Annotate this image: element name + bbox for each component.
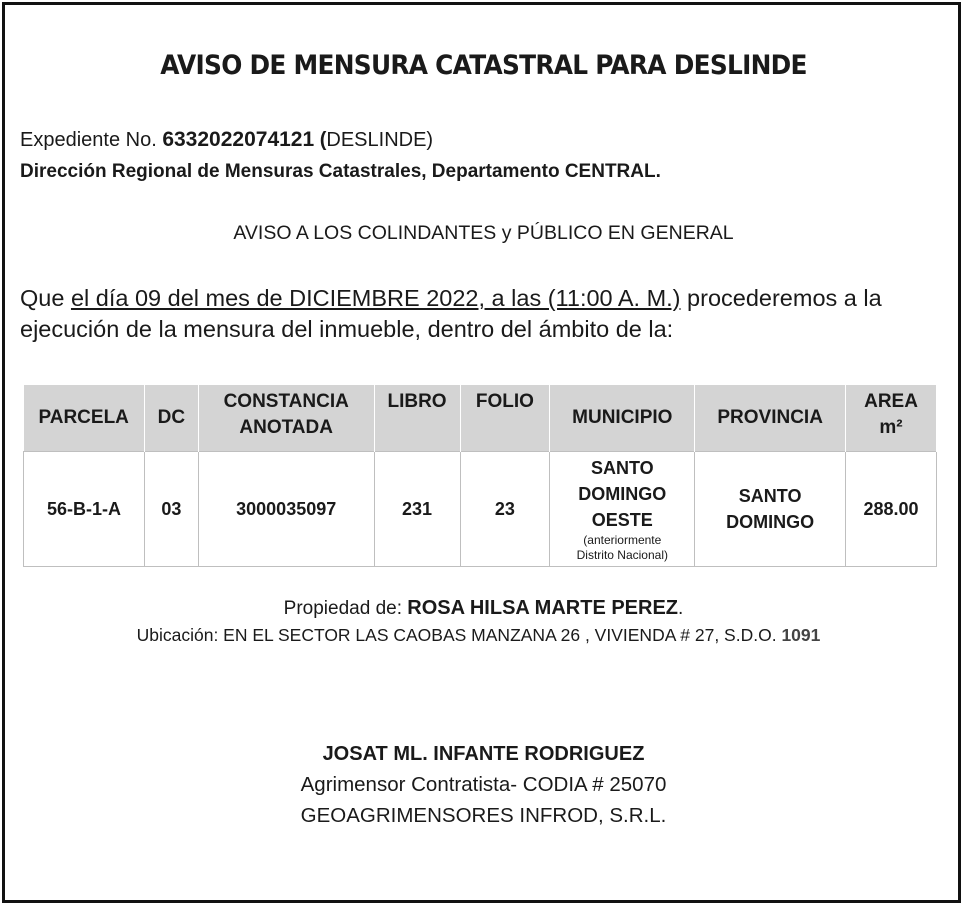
expediente-label: Expediente No. [20,129,163,151]
cell-constancia: 3000035097 [198,452,374,567]
expediente-paren: ( [314,129,327,151]
cell-municipio: SANTO DOMINGO OESTE (anteriormente Distrito Nacional) [550,452,695,567]
ubicacion-text: Ubicación: EN EL SECTOR LAS CAOBAS MANZANA 26 , VIVIENDA # 27, S.D.O. [136,625,782,645]
table-row [24,452,937,567]
owner-name: ROSA HILSA MARTE PEREZ [407,597,679,619]
notice-paragraph [20,283,950,345]
notice-prefix: Que [20,285,71,311]
propiedad-line: Propiedad de: ROSA HILSA MARTE PEREZ. [283,597,684,619]
table-header-row [24,385,937,452]
expediente-type: DESLINDE) [326,129,434,151]
signature-company: GEOAGRIMENSORES INFROD, S.R.L. [300,804,667,827]
aviso-heading: AVISO A LOS COLINDANTES y PÚBLICO EN GENERAL [233,222,734,244]
cell-area: 288.00 [846,452,937,567]
expediente-number: 6332022074121 [162,128,315,151]
propiedad-label: Propiedad de: [283,598,408,619]
cell-libro: 231 [374,452,460,567]
notice-date: el día 09 del mes de DICIEMBRE 2022, a las (11:00 A. M.) [70,285,681,311]
cell-provincia: SANTO DOMINGO [695,452,846,567]
parcel-table [23,385,937,567]
header-libro: LIBRO [374,385,460,452]
header-provincia: PROVINCIA [695,385,846,452]
expediente-line [20,128,433,152]
signature-role: Agrimensor Contratista- CODIA # 25070 [300,773,667,796]
cell-parcela: 56-B-1-A [24,452,145,567]
header-parcela: PARCELA [24,385,145,452]
header-constancia: CONSTANCIA ANOTADA [198,385,374,452]
notice-suffix: procederemos a la ejecución de la mensura del inmueble, dentro del ámbito de la: [20,285,882,342]
header-dc: DC [144,385,198,452]
direccion-regional: Dirección Regional de Mensuras Catastrales, Departamento CENTRAL. [20,161,661,182]
header-area: AREA m² [846,385,937,452]
ubicacion-code: 1091 [781,625,821,645]
cell-dc: 03 [144,452,198,567]
header-folio: FOLIO [460,385,550,452]
signature-name: JOSAT ML. INFANTE RODRIGUEZ [322,743,645,765]
cell-folio: 23 [460,452,550,567]
municipio-note: (anteriormente Distrito Nacional) [576,533,668,562]
notice-title: AVISO DE MENSURA CATASTRAL PARA DESLINDE [160,50,807,81]
header-municipio: MUNICIPIO [550,385,695,452]
ubicacion-line [0,625,957,646]
